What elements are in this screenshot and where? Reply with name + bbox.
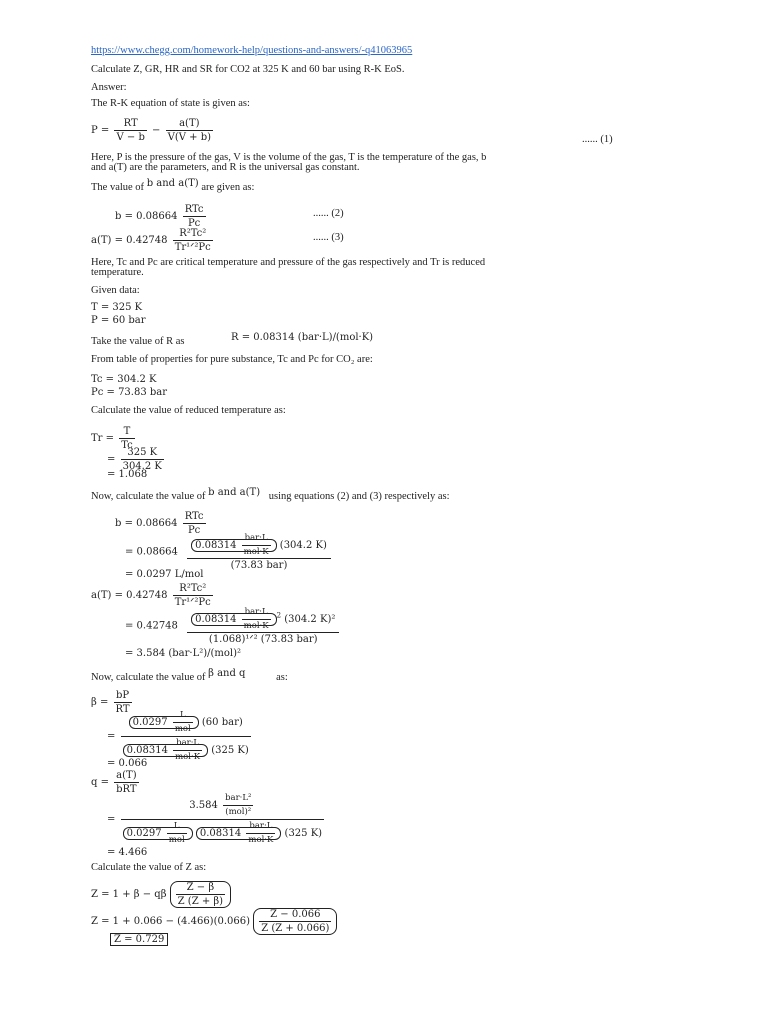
beta-result: = 0.066: [107, 758, 148, 769]
b-substitution: = 0.08664 0.08314 bar·L mol·K (304.2 K) (73.83 bar): [125, 533, 337, 571]
q-formula: q = a(T) bRT: [91, 770, 137, 795]
a-substitution: = 0.42748 0.08314 bar·L mol·K $^2$ (304.2 K)² (1.068)¹ᐟ² (73.83 bar): [125, 607, 345, 645]
b-result: = 0.0297 L/mol: [125, 569, 204, 580]
take-r-text: Take the value of R as: [91, 336, 185, 347]
tc-line-2: temperature.: [91, 267, 144, 278]
equation-tag-1: ...... (1): [582, 134, 613, 145]
answer-label: Answer:: [91, 82, 127, 93]
critical-pressure: Pc = 73.83 bar: [91, 387, 168, 398]
equation-tag-2: ...... (2): [313, 208, 344, 219]
beta-formula: β = $\frac{bP}{RT}$: [91, 690, 130, 715]
equation-3: a(T) = 0.42748 R²Tc² Tr¹ᐟ²Pc: [91, 228, 211, 253]
tr-substitution: = $\frac{325 K}{304.2 K}$: [107, 447, 162, 472]
given-label: Given data:: [91, 285, 140, 296]
z-equation-1: Z = 1 + β − qβ $\frac{Z - \beta}{Z (Z + \beta)}$: [91, 881, 231, 908]
critical-temperature: Tc = 304.2 K: [91, 374, 157, 385]
z-label: Calculate the value of Z as:: [91, 862, 207, 873]
z-equation-2: Z = 1 + 0.066 − (4.466)(0.066) $\frac{Z - 0.066}{Z (Z + 0.066)}$: [91, 908, 337, 935]
beta-substitution: = 0.0297 L mol (60 bar) 0.08314 bar·L mol·K (325 K): [107, 710, 249, 762]
here-line-2: and a(T) are the parameters, and R is the universal gas constant.: [91, 162, 360, 173]
rk-intro: The R-K equation of state is given as:: [91, 98, 250, 109]
given-temperature: T = 325 K: [91, 302, 143, 313]
here-line-1: Here, P is the pressure of the gas, V is the volume of the gas, T is the temperature of the gas, b: [91, 152, 487, 163]
tr-formula: Tr = $\frac{T}{Tc}$: [91, 426, 133, 451]
q-result: = 4.466: [107, 847, 148, 858]
equation-2: b = 0.08664 RTc Pc: [115, 204, 204, 229]
reduced-label: Calculate the value of reduced temperature as:: [91, 405, 286, 416]
a-result: = 3.584 (bar·L²)/(mol)²: [125, 648, 242, 659]
source-link[interactable]: https://www.chegg.com/homework-help/questions-and-answers/-q41063965: [91, 45, 413, 56]
a-formula: a(T) = 0.42748 R²Tc² Tr¹ᐟ²Pc: [91, 583, 211, 608]
question-text: Calculate Z, GR, HR and SR for CO2 at 325 K and 60 bar using R-K EoS.: [91, 64, 405, 75]
q-substitution: = 3.584 bar·L² (mol)² 0.0297 L mol 0.08314 bar·L mol·K (325 K): [107, 793, 323, 845]
now-b-text: Now, calculate the value of b and a(T) using equations (2) and (3) respectively as:: [91, 487, 450, 502]
tc-line-1: Here, Tc and Pc are critical temperature and pressure of the gas respectively and Tr is reduced: [91, 257, 486, 268]
given-pressure: P = 60 bar: [91, 315, 146, 326]
value-of-text: The value of b and a(T) are given as:: [91, 178, 255, 193]
table-line: From table of properties for pure substance, Tc and Pc for CO₂ are:: [91, 354, 373, 365]
equation-tag-3: ...... (3): [313, 232, 344, 243]
z-result: Z = 0.729: [110, 934, 168, 945]
b-formula: b = 0.08664 RTc Pc: [115, 511, 204, 536]
rk-equation: P = $\frac{RT}{V - b}$ − $\frac{a(T)}{V(V + b)}$: [91, 118, 211, 143]
r-value: R = 0.08314 (bar·L)/(mol·K): [231, 332, 374, 343]
now-bq-text: Now, calculate the value of β and q as:: [91, 668, 288, 683]
tr-result: = 1.068: [107, 469, 148, 480]
